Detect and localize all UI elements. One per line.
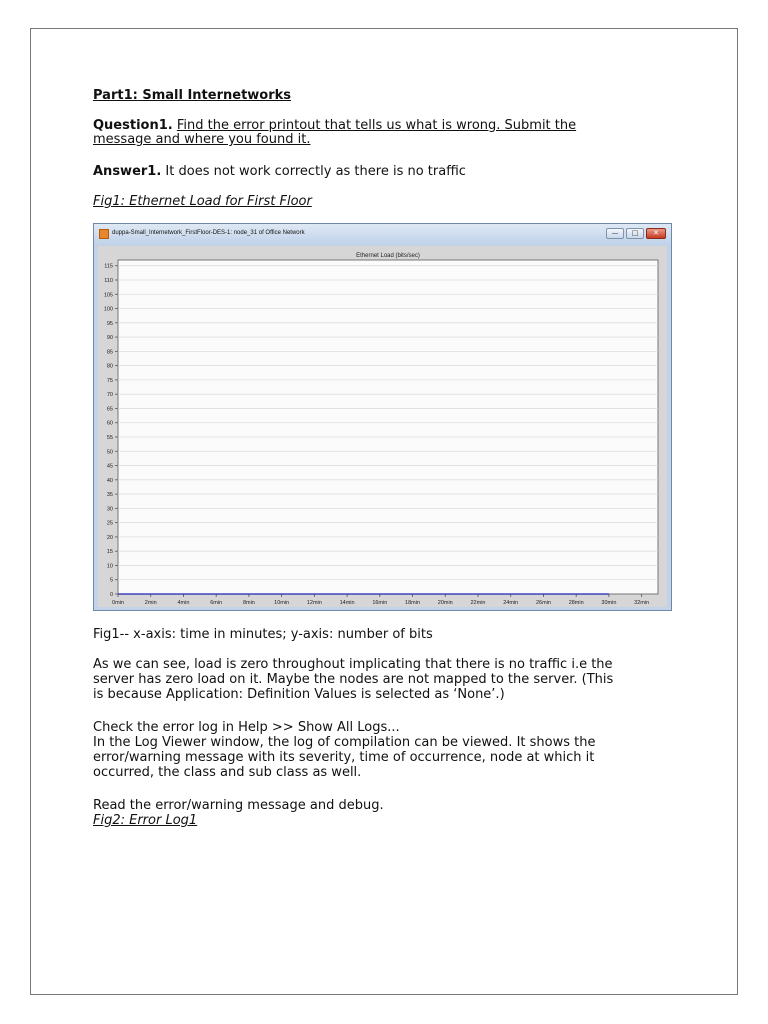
y-tick-label: 110 bbox=[104, 277, 113, 284]
x-tick-label: 0min bbox=[112, 600, 124, 606]
para1-line3: is because Application: Definition Values is selected as ‘None’.) bbox=[93, 687, 505, 702]
para1-line1: As we can see, load is zero throughout implicating that there is no traffic i.e the bbox=[93, 657, 613, 672]
y-tick-label: 75 bbox=[106, 377, 113, 384]
x-tick-label: 4min bbox=[177, 600, 190, 606]
y-tick-label: 10 bbox=[106, 563, 113, 570]
y-tick-label: 90 bbox=[106, 335, 113, 342]
x-tick-label: 28min bbox=[568, 600, 584, 606]
fig1-caption: Fig1: Ethernet Load for First Floor bbox=[93, 194, 312, 209]
y-tick-label: 105 bbox=[103, 292, 113, 299]
axes-note: Fig1-- x-axis: time in minutes; y-axis: number of bits bbox=[93, 627, 433, 642]
fig2-caption: Fig2: Error Log1 bbox=[93, 813, 198, 828]
ethernet-load-chart bbox=[98, 246, 667, 607]
y-tick-label: 20 bbox=[106, 534, 113, 541]
question-line1 bbox=[93, 118, 576, 133]
section-heading: Part1: Small Internetworks bbox=[93, 88, 292, 103]
y-tick-label: 50 bbox=[106, 449, 113, 456]
window-title: duppa-Small_Internetwork_FirstFloor-DES-1: node_31 of Office Network bbox=[112, 230, 305, 236]
x-tick-label: 12min bbox=[306, 600, 322, 606]
y-tick-label: 80 bbox=[106, 363, 113, 370]
x-tick-label: 30min bbox=[601, 600, 617, 606]
plot-area bbox=[98, 246, 667, 607]
x-tick-label: 16min bbox=[372, 600, 388, 606]
x-tick-label: 22min bbox=[470, 600, 486, 606]
x-tick-label: 32min bbox=[634, 600, 650, 606]
maximize-button[interactable]: □ bbox=[626, 228, 644, 239]
y-tick-label: 30 bbox=[106, 506, 113, 513]
para3: Read the error/warning message and debug. bbox=[93, 798, 384, 813]
y-tick-label: 60 bbox=[106, 420, 113, 427]
para2-line4: occurred, the class and sub class as well. bbox=[93, 765, 362, 780]
x-tick-label: 18min bbox=[405, 600, 421, 606]
para2-line1: Check the error log in Help >> Show All Logs... bbox=[93, 720, 400, 735]
chart-title: Ethernet Load (bits/sec) bbox=[356, 253, 420, 259]
y-tick-label: 70 bbox=[106, 392, 113, 399]
para1-line2: server has zero load on it. Maybe the nodes are not mapped to the server. (This bbox=[93, 672, 614, 687]
chart-window bbox=[93, 223, 672, 611]
plot-background bbox=[118, 260, 658, 594]
y-tick-label: 85 bbox=[106, 349, 113, 356]
question-text-2: message and where you found it. bbox=[93, 132, 311, 147]
window-titlebar bbox=[94, 224, 671, 244]
answer-text: It does not work correctly as there is no traffic bbox=[165, 164, 466, 179]
para2-line2: In the Log Viewer window, the log of compilation can be viewed. It shows the bbox=[93, 735, 596, 750]
y-tick-label: 15 bbox=[106, 549, 113, 556]
x-tick-label: 14min bbox=[339, 600, 355, 606]
question-text-1: Find the error printout that tells us what is wrong. Submit the bbox=[176, 118, 577, 133]
y-tick-label: 25 bbox=[106, 520, 113, 527]
y-tick-label: 35 bbox=[106, 492, 113, 499]
x-tick-label: 24min bbox=[503, 600, 519, 606]
answer-label: Answer1. bbox=[93, 164, 162, 179]
x-tick-label: 26min bbox=[535, 600, 551, 606]
x-tick-label: 2min bbox=[144, 600, 157, 606]
minimize-button[interactable]: — bbox=[606, 228, 624, 239]
x-tick-label: 20min bbox=[437, 600, 453, 606]
x-tick-label: 6min bbox=[210, 600, 223, 606]
y-tick-label: 40 bbox=[106, 477, 113, 484]
y-tick-label: 5 bbox=[109, 577, 113, 584]
x-tick-label: 8min bbox=[242, 600, 255, 606]
answer-line bbox=[93, 164, 466, 179]
y-tick-label: 65 bbox=[106, 406, 113, 413]
y-tick-label: 55 bbox=[106, 434, 113, 441]
question-label: Question1. bbox=[93, 118, 173, 133]
y-tick-label: 115 bbox=[104, 263, 113, 270]
para2-line3: error/warning message with its severity, time of occurrence, node at which it bbox=[93, 750, 595, 765]
y-tick-label: 0 bbox=[109, 592, 113, 598]
x-tick-label: 10min bbox=[274, 600, 290, 606]
y-tick-label: 45 bbox=[106, 463, 113, 470]
app-icon bbox=[99, 229, 109, 239]
y-tick-label: 95 bbox=[106, 320, 113, 327]
y-tick-label: 100 bbox=[103, 306, 113, 313]
close-button[interactable]: ✕ bbox=[646, 228, 666, 239]
